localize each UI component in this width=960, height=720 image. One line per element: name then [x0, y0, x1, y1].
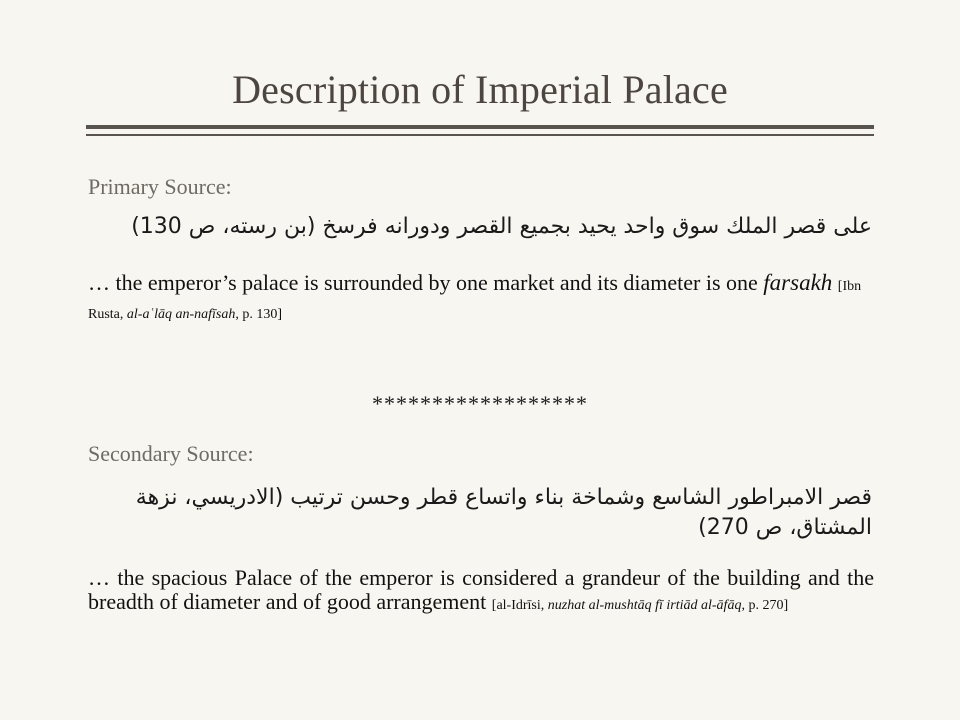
primary-arabic-quote: على قصر الملك سوق واحد يحيد بجميع القصر ودورانه فرسخ (بن رسته، ص 130): [131, 214, 872, 239]
primary-translation: [88, 271, 874, 327]
primary-translation-text: … the emperor’s palace is surrounded by one market and its diameter is one: [88, 270, 758, 295]
slide-title: Description of Imperial Palace: [232, 67, 728, 112]
secondary-source-heading: Secondary Source:: [88, 441, 254, 466]
primary-source-heading: Primary Source:: [88, 174, 232, 199]
secondary-translation: [88, 566, 874, 618]
secondary-citation-close: , p. 270]: [741, 598, 789, 613]
farsakh-term: farsakh: [763, 270, 833, 295]
secondary-citation-title: nuzhat al-mushtāq fī irtiād al-āfāq: [547, 598, 742, 613]
secondary-translation-text: … the spacious Palace of the emperor is considered a grandeur of the building and the breadth of diameter and of good arrangement: [88, 565, 874, 614]
primary-citation-open: [Ibn Rusta,: [88, 279, 862, 322]
title-divider-thick: [86, 125, 874, 129]
secondary-citation: [492, 598, 788, 613]
primary-citation-close: , p. 130]: [235, 307, 283, 322]
primary-citation-title: al-aʿlāq an-nafīsah: [126, 307, 236, 322]
secondary-arabic-quote: قصر الامبراطور الشاسع وشماخة بناء واتساع قطر وحسن ترتيب (الادريسي، نزهة المشتاق، ص 270): [135, 485, 872, 540]
title-divider-thin: [86, 134, 874, 136]
section-separator: ******************: [372, 391, 588, 416]
secondary-citation-open: [al-Idrīsi,: [491, 598, 545, 613]
